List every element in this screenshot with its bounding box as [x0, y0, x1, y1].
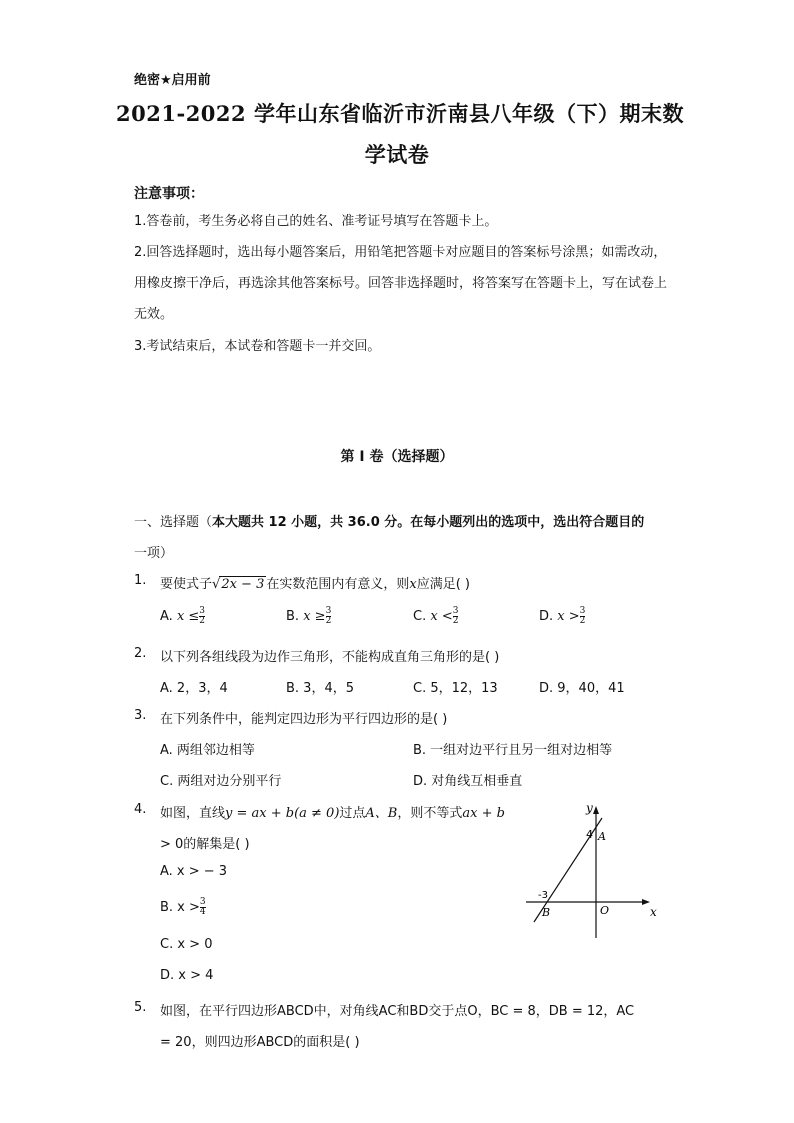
- option-c[interactable]: C. x > 0: [160, 937, 213, 952]
- option-b[interactable]: B. x ≥ $\frac{3}{2}$: [286, 606, 332, 626]
- notice-item-2: 2.回答选择题时，选出每小题答案后，用铅笔把答题卡对应题目的答案标号涂黑；如需改动，用橡皮擦干净后，再选涂其他答案标号。回答非选择题时，将答案写在答题卡上，写在试卷上无效。: [134, 245, 668, 322]
- question-text-line1: 如图，在平行四边形ABCD中，对角线AC和BD交于点O，BC = 8，DB = 12，AC: [160, 1004, 635, 1019]
- section-title: 第 I 卷（选择题）: [340, 449, 454, 465]
- option-c[interactable]: C. x < $\frac{3}{2}$: [413, 606, 459, 626]
- option-d[interactable]: D. x > 4: [160, 968, 214, 983]
- exam-title-line2: 学试卷: [364, 142, 430, 167]
- option-a[interactable]: A. 2，3，4: [160, 681, 228, 696]
- question-text: 在下列条件中，能判定四边形为平行四边形的是( ): [160, 712, 448, 727]
- question-text: 要使式子√2x − 3 在实数范围内有意义，则x应满足( ): [160, 577, 470, 592]
- secret-label: 绝密★启用前: [134, 73, 211, 88]
- point-b-label: B: [542, 906, 551, 919]
- question-text-line1: 如图，直线y = ax + b(a ≠ 0)过点A、B，则不等式ax + b: [160, 806, 505, 821]
- option-a[interactable]: A. 两组邻边相等: [160, 743, 255, 758]
- question-number: 1.: [134, 573, 147, 588]
- question-text: 以下列各组线段为边作三角形，不能构成直角三角形的是( ): [160, 650, 500, 665]
- option-c[interactable]: C. 5，12，13: [413, 681, 498, 696]
- notice-item-1: 1.答卷前，考生务必将自己的姓名、准考证号填写在答题卡上。: [134, 214, 498, 229]
- y-intercept-label: 4: [586, 828, 593, 841]
- y-axis-arrow: [593, 806, 599, 814]
- x-intercept-label: -3: [538, 890, 548, 901]
- option-c[interactable]: C. 两组对边分别平行: [160, 774, 282, 789]
- option-b[interactable]: B. 一组对边平行且另一组对边相等: [413, 743, 613, 758]
- y-label: y: [586, 801, 593, 815]
- question-number: 5.: [134, 1000, 147, 1015]
- question-number: 4.: [134, 802, 147, 817]
- x-axis-arrow: [642, 899, 650, 905]
- option-b[interactable]: B. x > $\frac{3}{4}$: [160, 897, 206, 917]
- point-a-label: A: [598, 830, 606, 843]
- option-d[interactable]: D. x > $\frac{3}{2}$: [539, 606, 586, 626]
- option-b[interactable]: B. 3，4，5: [286, 681, 354, 696]
- notice-item-3: 3.考试结束后，本试卷和答题卡一并交回。: [134, 339, 381, 354]
- exam-title-line1: 2021-2022 学年山东省临沂市沂南县八年级（下）期末数: [116, 101, 684, 126]
- option-a[interactable]: A. x ≤ $\frac{3}{2}$: [160, 606, 206, 626]
- option-d[interactable]: D. 9，40，41: [539, 681, 625, 696]
- notice-heading: 注意事项：: [134, 186, 204, 202]
- question-number: 2.: [134, 646, 147, 661]
- part-description: 一、选择题（本大题共 12 小题，共 36.0 分。在每小题列出的选项中，选出符合题目的 一项）: [134, 515, 645, 561]
- option-d[interactable]: D. 对角线互相垂直: [413, 774, 523, 789]
- linear-function-graph: [520, 796, 670, 942]
- origin-label: O: [600, 904, 610, 917]
- x-label: x: [650, 905, 657, 919]
- question-number: 3.: [134, 708, 147, 723]
- option-a[interactable]: A. x > − 3: [160, 864, 228, 879]
